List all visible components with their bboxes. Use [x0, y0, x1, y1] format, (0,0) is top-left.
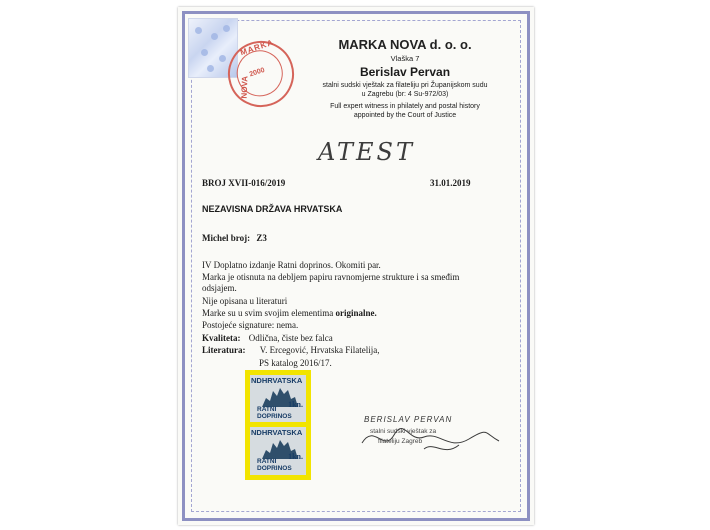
quality-label: Kvaliteta: [202, 333, 241, 343]
quality-value: Odlična, čiste bez falca [248, 333, 333, 343]
literature-label: Literatura: [202, 345, 246, 355]
stamp-bottom-title: NDHRVATSKA [251, 428, 303, 437]
signature-block [354, 413, 504, 463]
court-reference: u Zagrebu (br: 4 Su-972/03) [361, 91, 449, 98]
company-street: Vlaška 7 [390, 54, 420, 63]
expert-title-en: Full expert witness in philately and postal history [330, 103, 480, 110]
signature-name: BERISLAV PERVAN [364, 415, 453, 424]
paper-line-cont: odsjajem. [202, 283, 237, 293]
originality-line [202, 308, 377, 318]
quality-row [202, 333, 333, 343]
issue-line: IV Doplatno izdanje Ratni doprinos. Okomiti par. [202, 260, 381, 270]
originality-verdict: originalne. [335, 308, 377, 318]
literature-value: V. Ercegović, Hrvatska Filatelija, [259, 345, 380, 355]
subject-country: NEZAVISNA DRŽAVA HRVATSKA [202, 204, 343, 214]
stamp-bottom-face [250, 427, 306, 475]
michel-label: Michel broj: [202, 233, 251, 243]
certificate-number: BROJ XVII-016/2019 [202, 178, 286, 188]
literature-row [202, 345, 380, 355]
stamp-bottom-bottom: RATNI DOPRINOS [257, 458, 292, 472]
stamp-top-value: 1kn. [288, 400, 303, 409]
paper-line: Marka je otisnuta na debljem papiru ravnomjerne strukture i sa smeđim [202, 272, 460, 282]
stamp-top-title: NDHRVATSKA [251, 376, 303, 385]
stamp-bottom [245, 422, 311, 480]
appointment-line: appointed by the Court of Justice [353, 112, 457, 119]
certificate-sheet [178, 7, 534, 525]
literature-value-cont: PS katalog 2016/17. [259, 358, 332, 368]
seal-center-text: 2000 [248, 66, 266, 79]
stamp-bottom-value: 1kn. [288, 452, 303, 461]
signature-line1: stalni sudski vještak za [370, 428, 437, 435]
seal-left-text: NOVA [239, 75, 250, 99]
stamp-top-face [250, 375, 306, 423]
literature-note: Nije opisana u literaturi [202, 296, 288, 306]
michel-row [202, 233, 267, 243]
signature-line2: filateliju Zagreb [378, 438, 423, 445]
seal-top-text: MARKA [239, 37, 275, 58]
originality-text: Marke su u svim svojim elementima [202, 308, 336, 318]
stamp-top-bottom: RATNI DOPRINOS [257, 406, 292, 420]
expert-name: Berislav Pervan [359, 65, 451, 79]
company-name: MARKA NOVA d. o. o. [338, 37, 472, 52]
certificate-date: 31.01.2019 [430, 178, 471, 188]
stamp-top [245, 370, 311, 428]
signatures-line: Postojeće signature: nema. [202, 320, 299, 330]
certificate-title: ATEST [318, 138, 415, 166]
michel-value: Z3 [256, 233, 267, 243]
expert-title-hr: stalni sudski vještak za filateliju pri Županijskom sudu [322, 82, 488, 89]
